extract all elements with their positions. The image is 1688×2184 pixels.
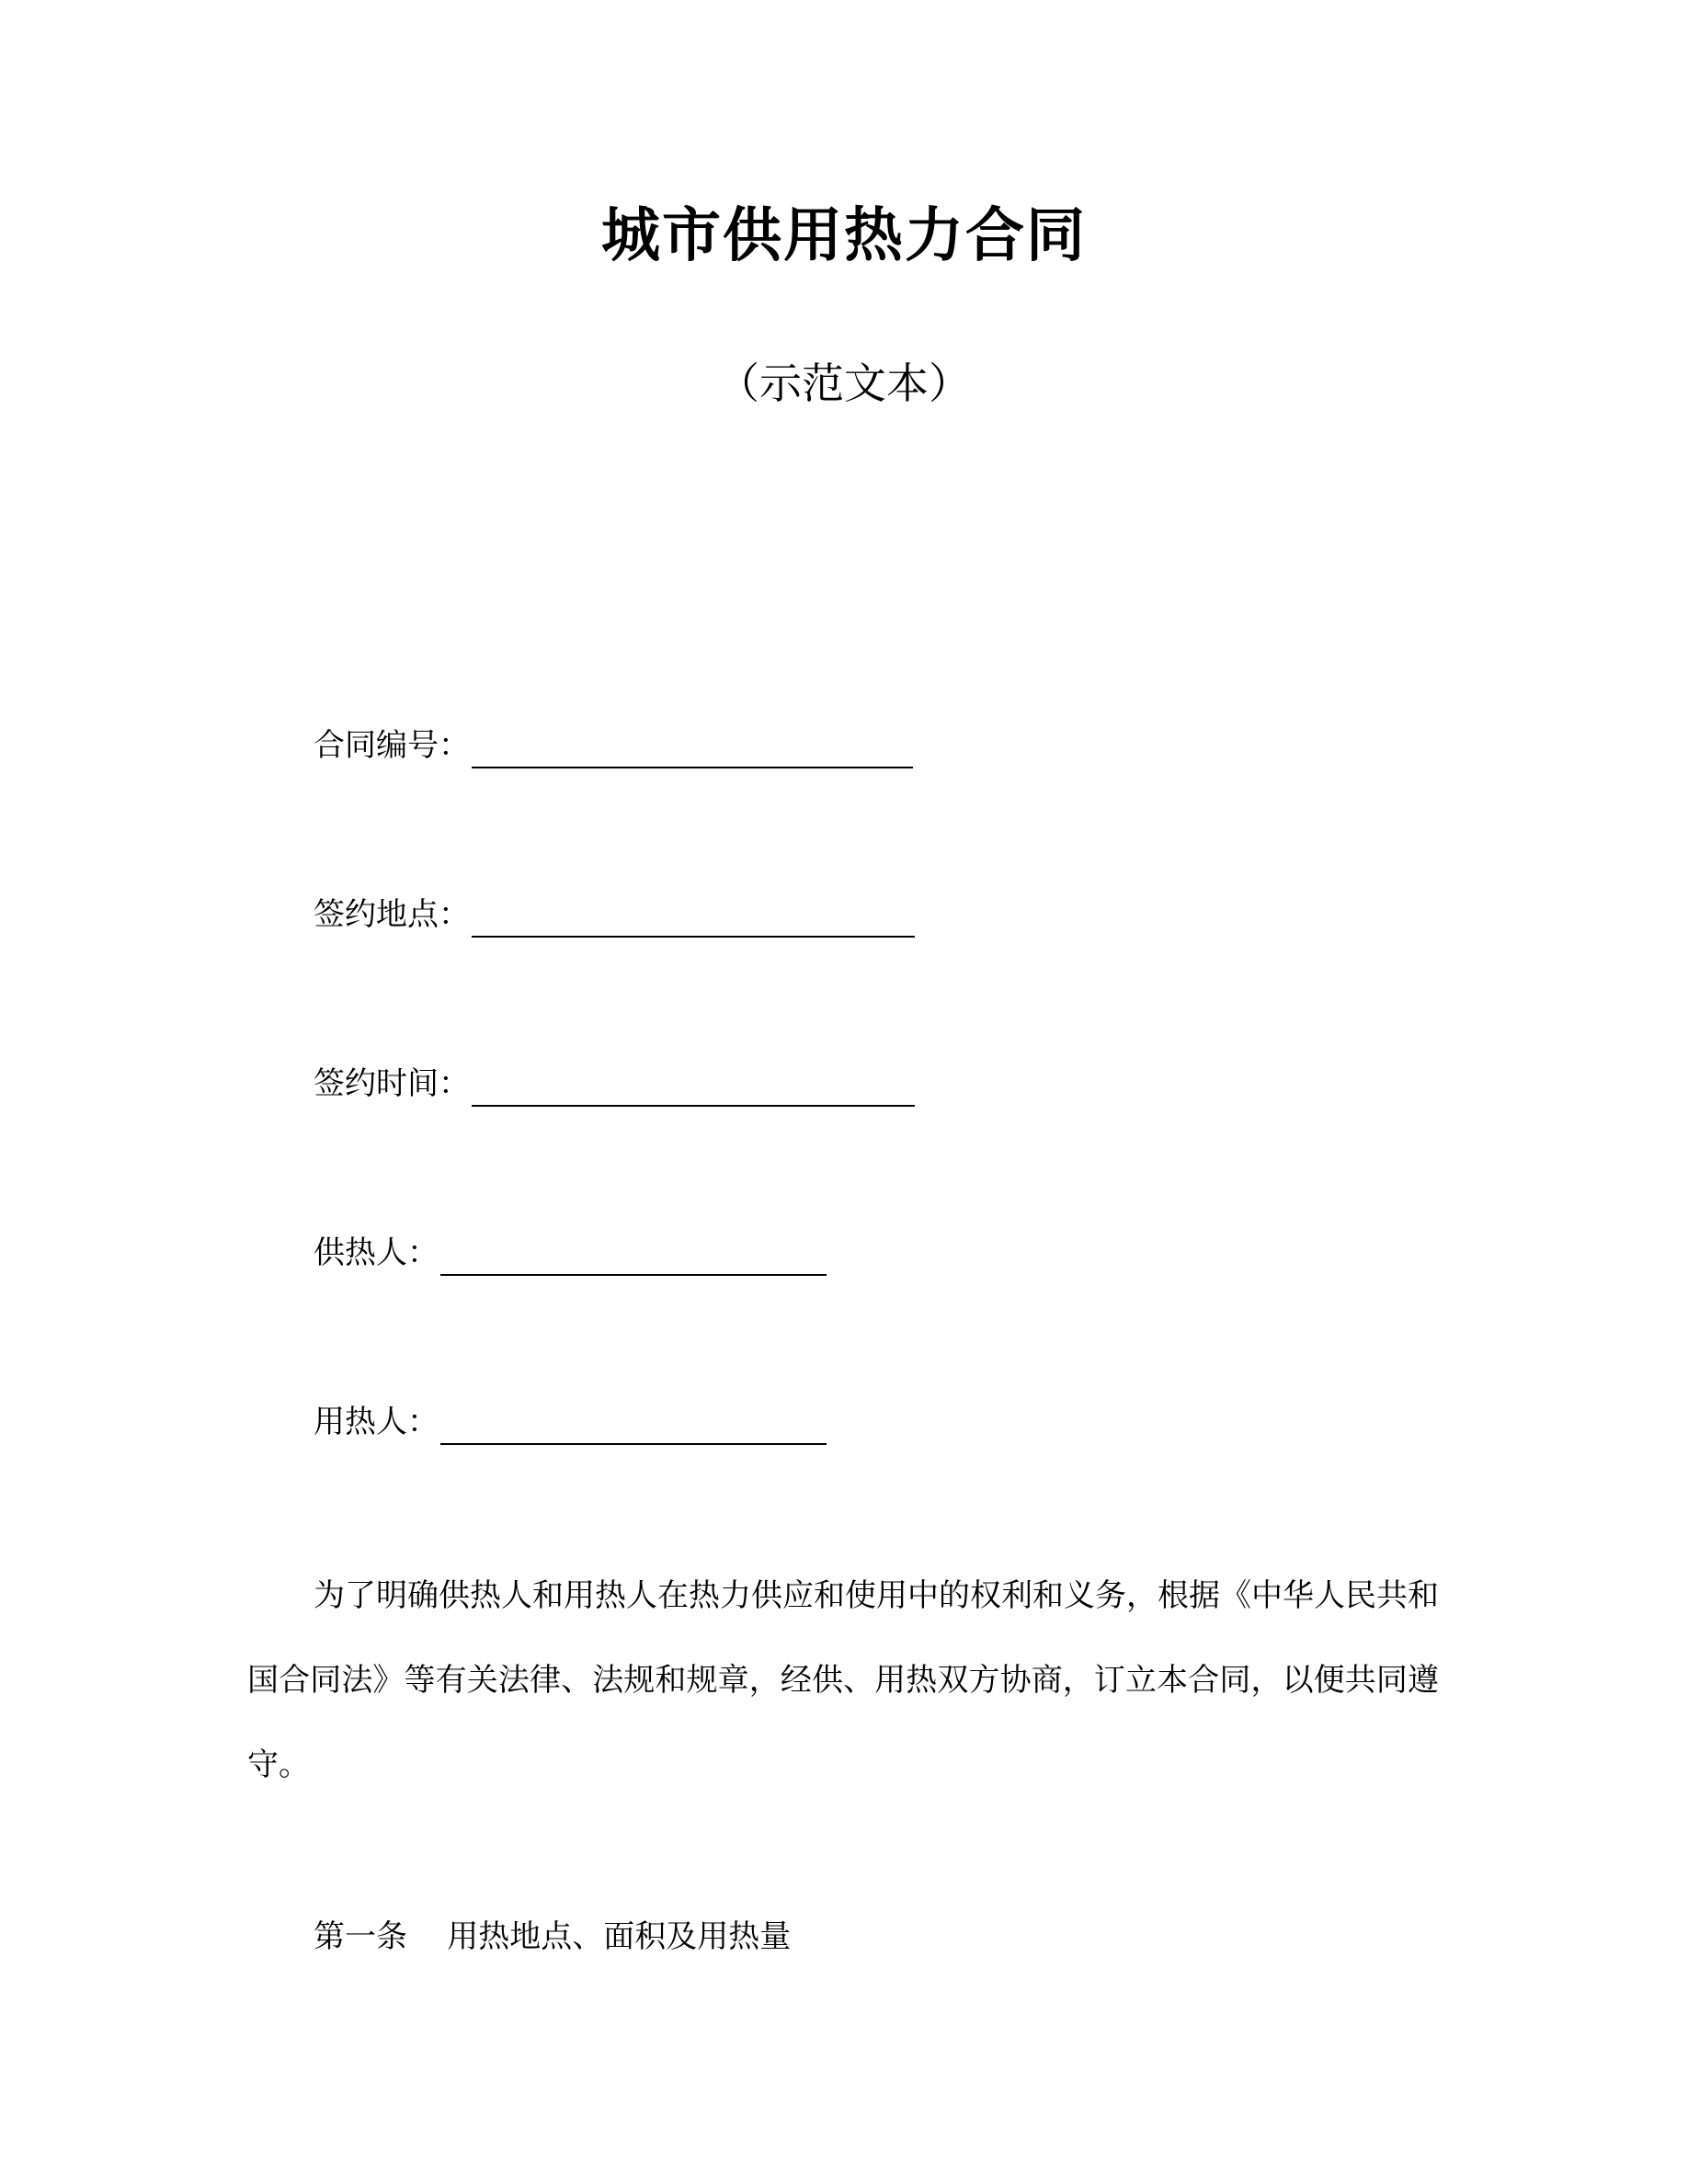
field-blank-line [440,1237,827,1276]
field-label: 供热人： [314,1234,439,1271]
field-blank-line [440,1406,827,1445]
field-blank-line [472,1068,915,1107]
field-label: 合同编号： [314,727,470,764]
field-label: 签约地点： [314,896,470,933]
field-blank-line [472,899,915,938]
field-label: 签约时间： [314,1065,470,1102]
article-title: 用热地点、面积及用热量 [447,1918,792,1955]
field-signing-time [314,1061,915,1107]
field-blank-line [472,730,913,768]
field-contract-number [314,722,913,768]
field-label: 用热人： [314,1404,439,1440]
document-subtitle: （示范文本） [717,358,971,408]
field-heat-user [314,1399,827,1445]
field-heat-supplier [314,1230,827,1276]
preamble-paragraph: 为了明确供热人和用热人在热力供应和使用中的权利和义务，根据《中华人民共和国合同法》等有关法律、法规和规章，经供、用热双方协商，订立本合同，以便共同遵守。 [247,1577,1439,1783]
article-number: 第一条 [314,1918,407,1955]
field-signing-place [314,892,915,938]
document-title: 城市供用热力合同 [601,202,1087,270]
article-1-heading [314,1914,791,1960]
